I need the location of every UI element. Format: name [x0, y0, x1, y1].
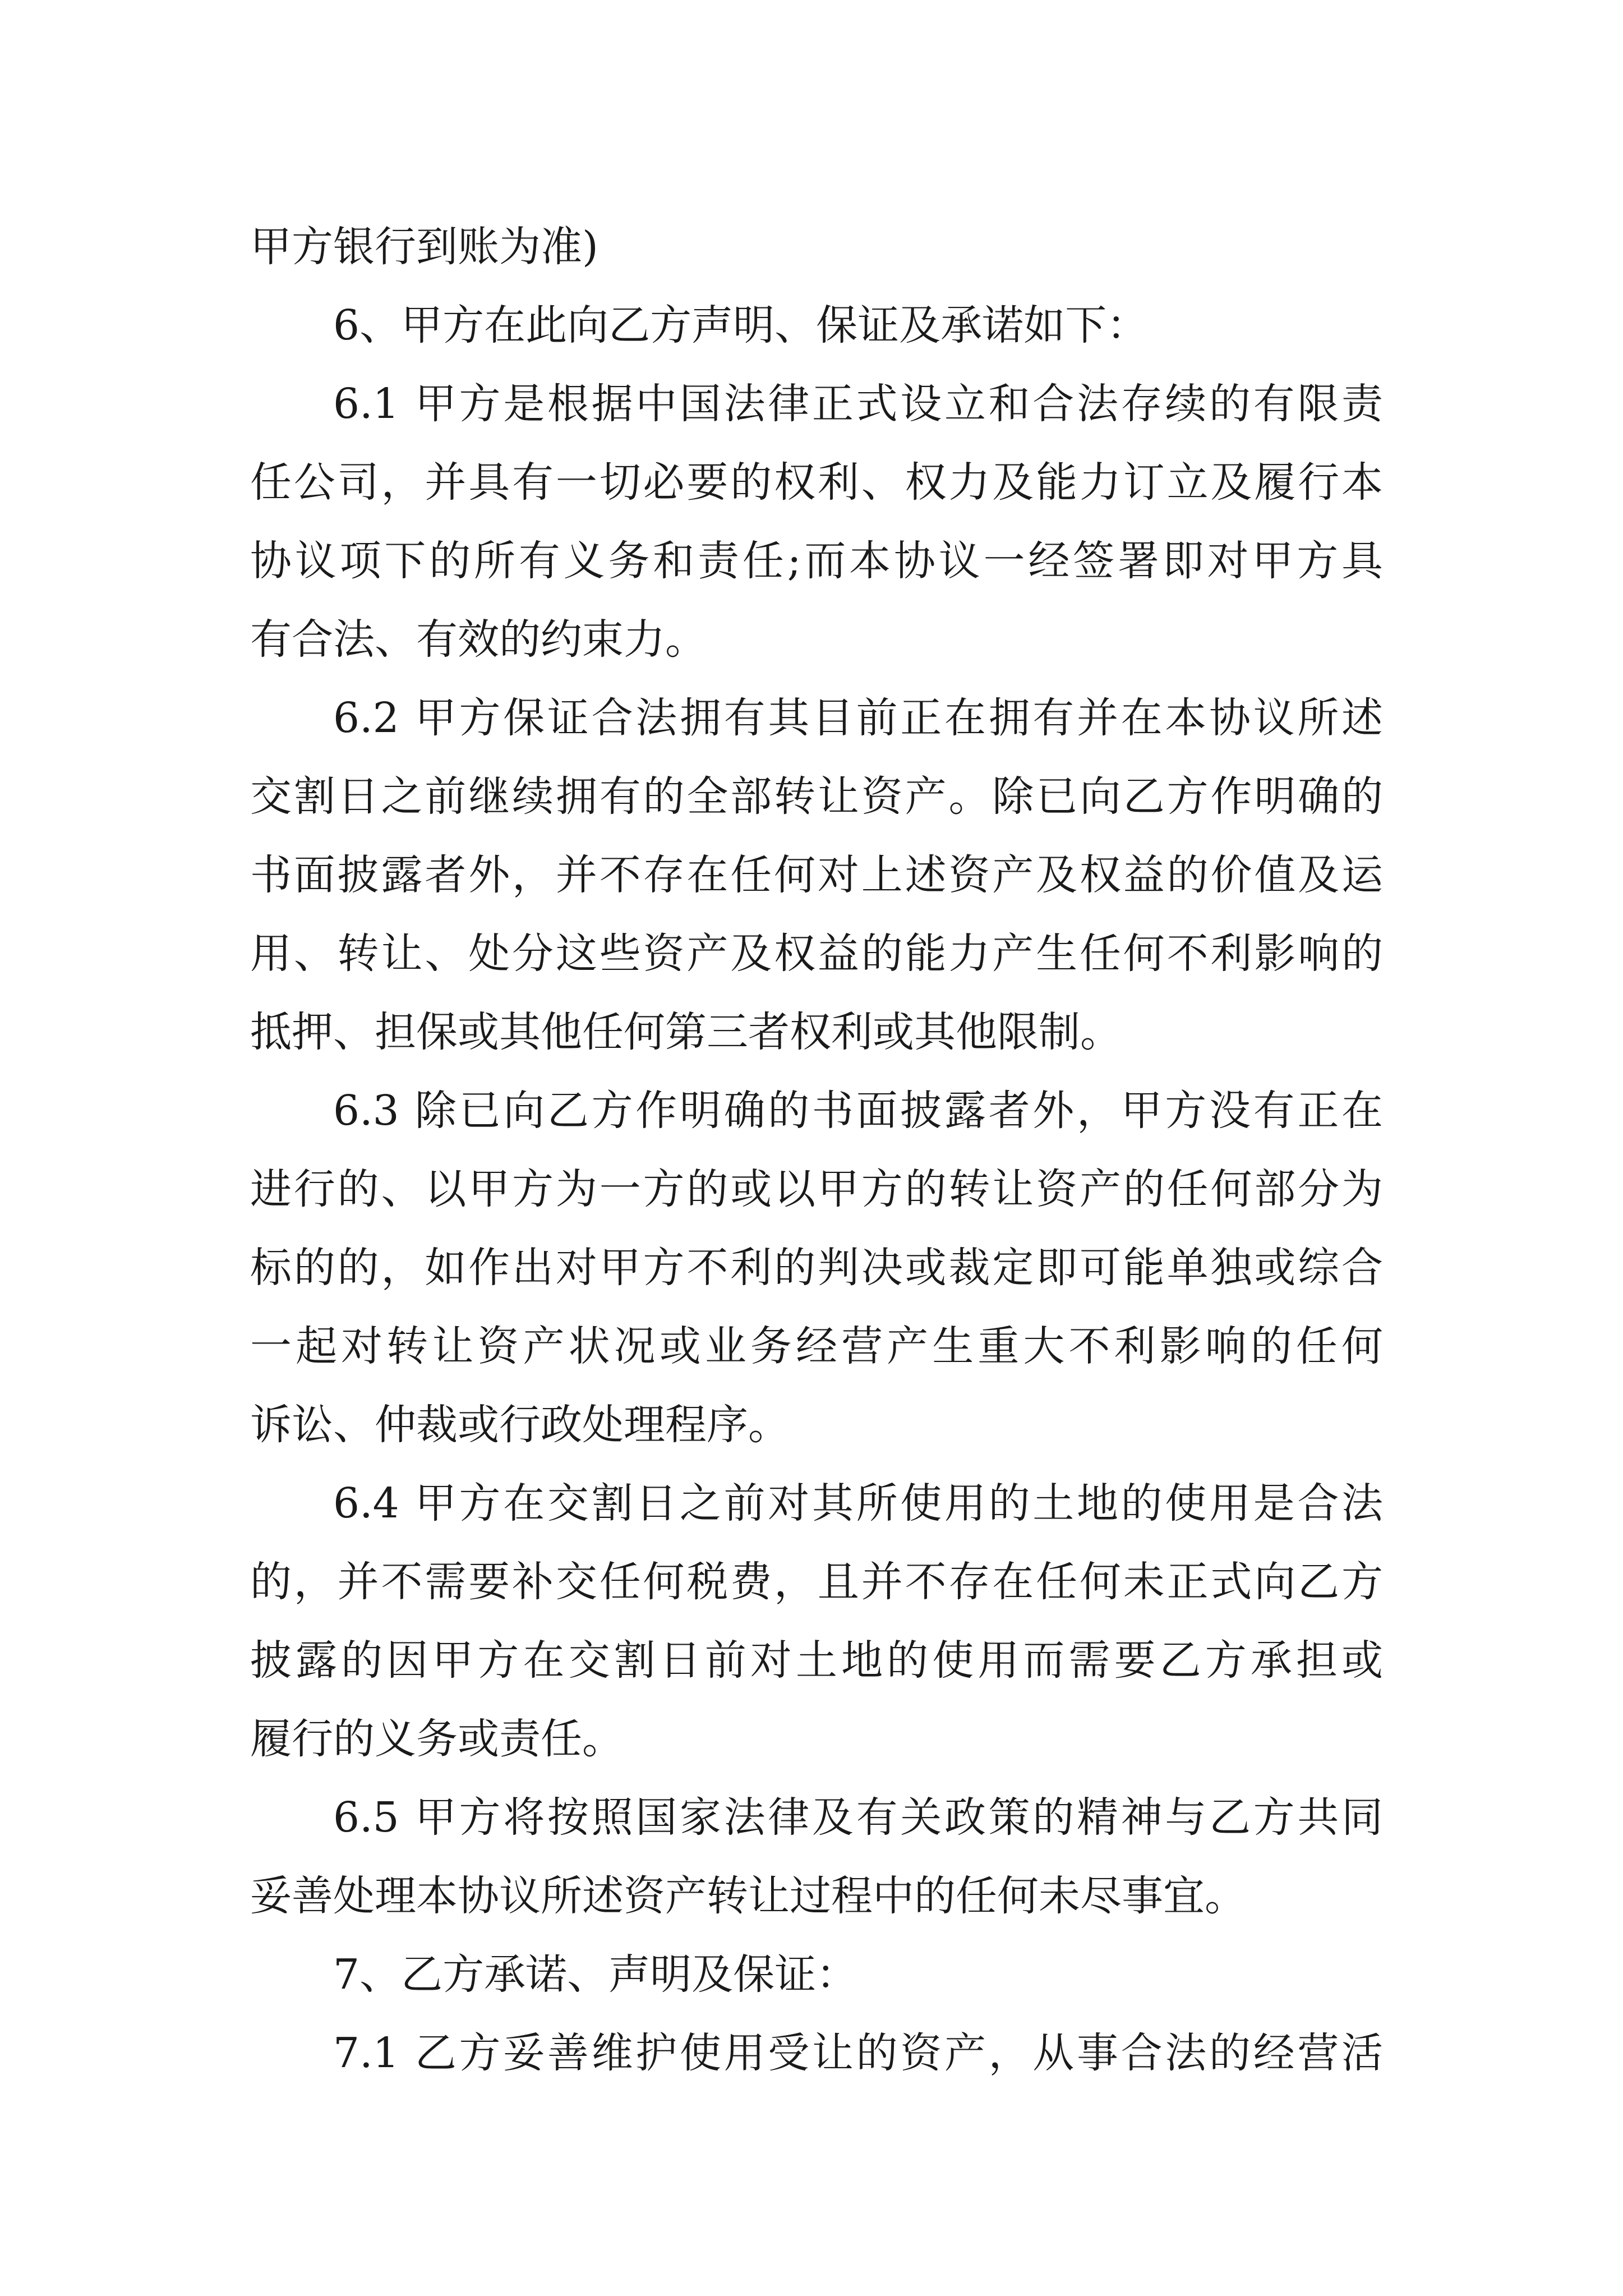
text-line: 6.1 甲方是根据中国法律正式设立和合法存续的有限责	[333, 380, 1383, 428]
text-line: 6.4 甲方在交割日之前对其所使用的土地的使用是合法	[333, 1479, 1383, 1527]
text-line: 任公司，并具有一切必要的权利、权力及能力订立及履行本	[250, 458, 1383, 507]
text-line: 进行的、以甲方为一方的或以甲方的转让资产的任何部分为	[250, 1165, 1383, 1213]
text-line: 妥善处理本协议所述资产转让过程中的任何未尽事宜。	[250, 1872, 1246, 1920]
text-line: 有合法、有效的约束力。	[250, 615, 707, 664]
text-line: 交割日之前继续拥有的全部转让资产。除已向乙方作明确的	[250, 772, 1383, 821]
text-line: 用、转让、处分这些资产及权益的能力产生任何不利影响的	[250, 930, 1383, 978]
text-line: 诉讼、仲裁或行政处理程序。	[250, 1401, 790, 1449]
text-line: 协议项下的所有义务和责任;而本协议一经签署即对甲方具	[250, 537, 1383, 585]
text-line: 履行的义务或责任。	[250, 1715, 624, 1763]
text-line: 披露的因甲方在交割日前对土地的使用而需要乙方承担或	[250, 1636, 1383, 1685]
text-line: 书面披露者外，并不存在任何对上述资产及权益的价值及运	[250, 851, 1383, 899]
text-line: 6、甲方在此向乙方声明、保证及承诺如下：	[333, 301, 1149, 349]
text-line: 7、乙方承诺、声明及保证：	[333, 1950, 858, 1999]
text-line: 6.3 除已向乙方作明确的书面披露者外，甲方没有正在	[333, 1087, 1383, 1135]
text-line: 一起对转让资产状况或业务经营产生重大不利影响的任何	[250, 1322, 1383, 1370]
text-line: 的，并不需要补交任何税费，且并不存在任何未正式向乙方	[250, 1558, 1383, 1606]
text-line: 抵押、担保或其他任何第三者权利或其他限制。	[250, 1008, 1122, 1056]
text-line: 甲方银行到账为准)	[250, 223, 598, 271]
text-line: 6.2 甲方保证合法拥有其目前正在拥有并在本协议所述	[333, 694, 1383, 742]
text-line: 标的的，如作出对甲方不利的判决或裁定即可能单独或综合	[250, 1244, 1383, 1292]
text-line: 6.5 甲方将按照国家法律及有关政策的精神与乙方共同	[333, 1793, 1383, 1842]
text-line: 7.1 乙方妥善维护使用受让的资产，从事合法的经营活	[333, 2029, 1383, 2077]
